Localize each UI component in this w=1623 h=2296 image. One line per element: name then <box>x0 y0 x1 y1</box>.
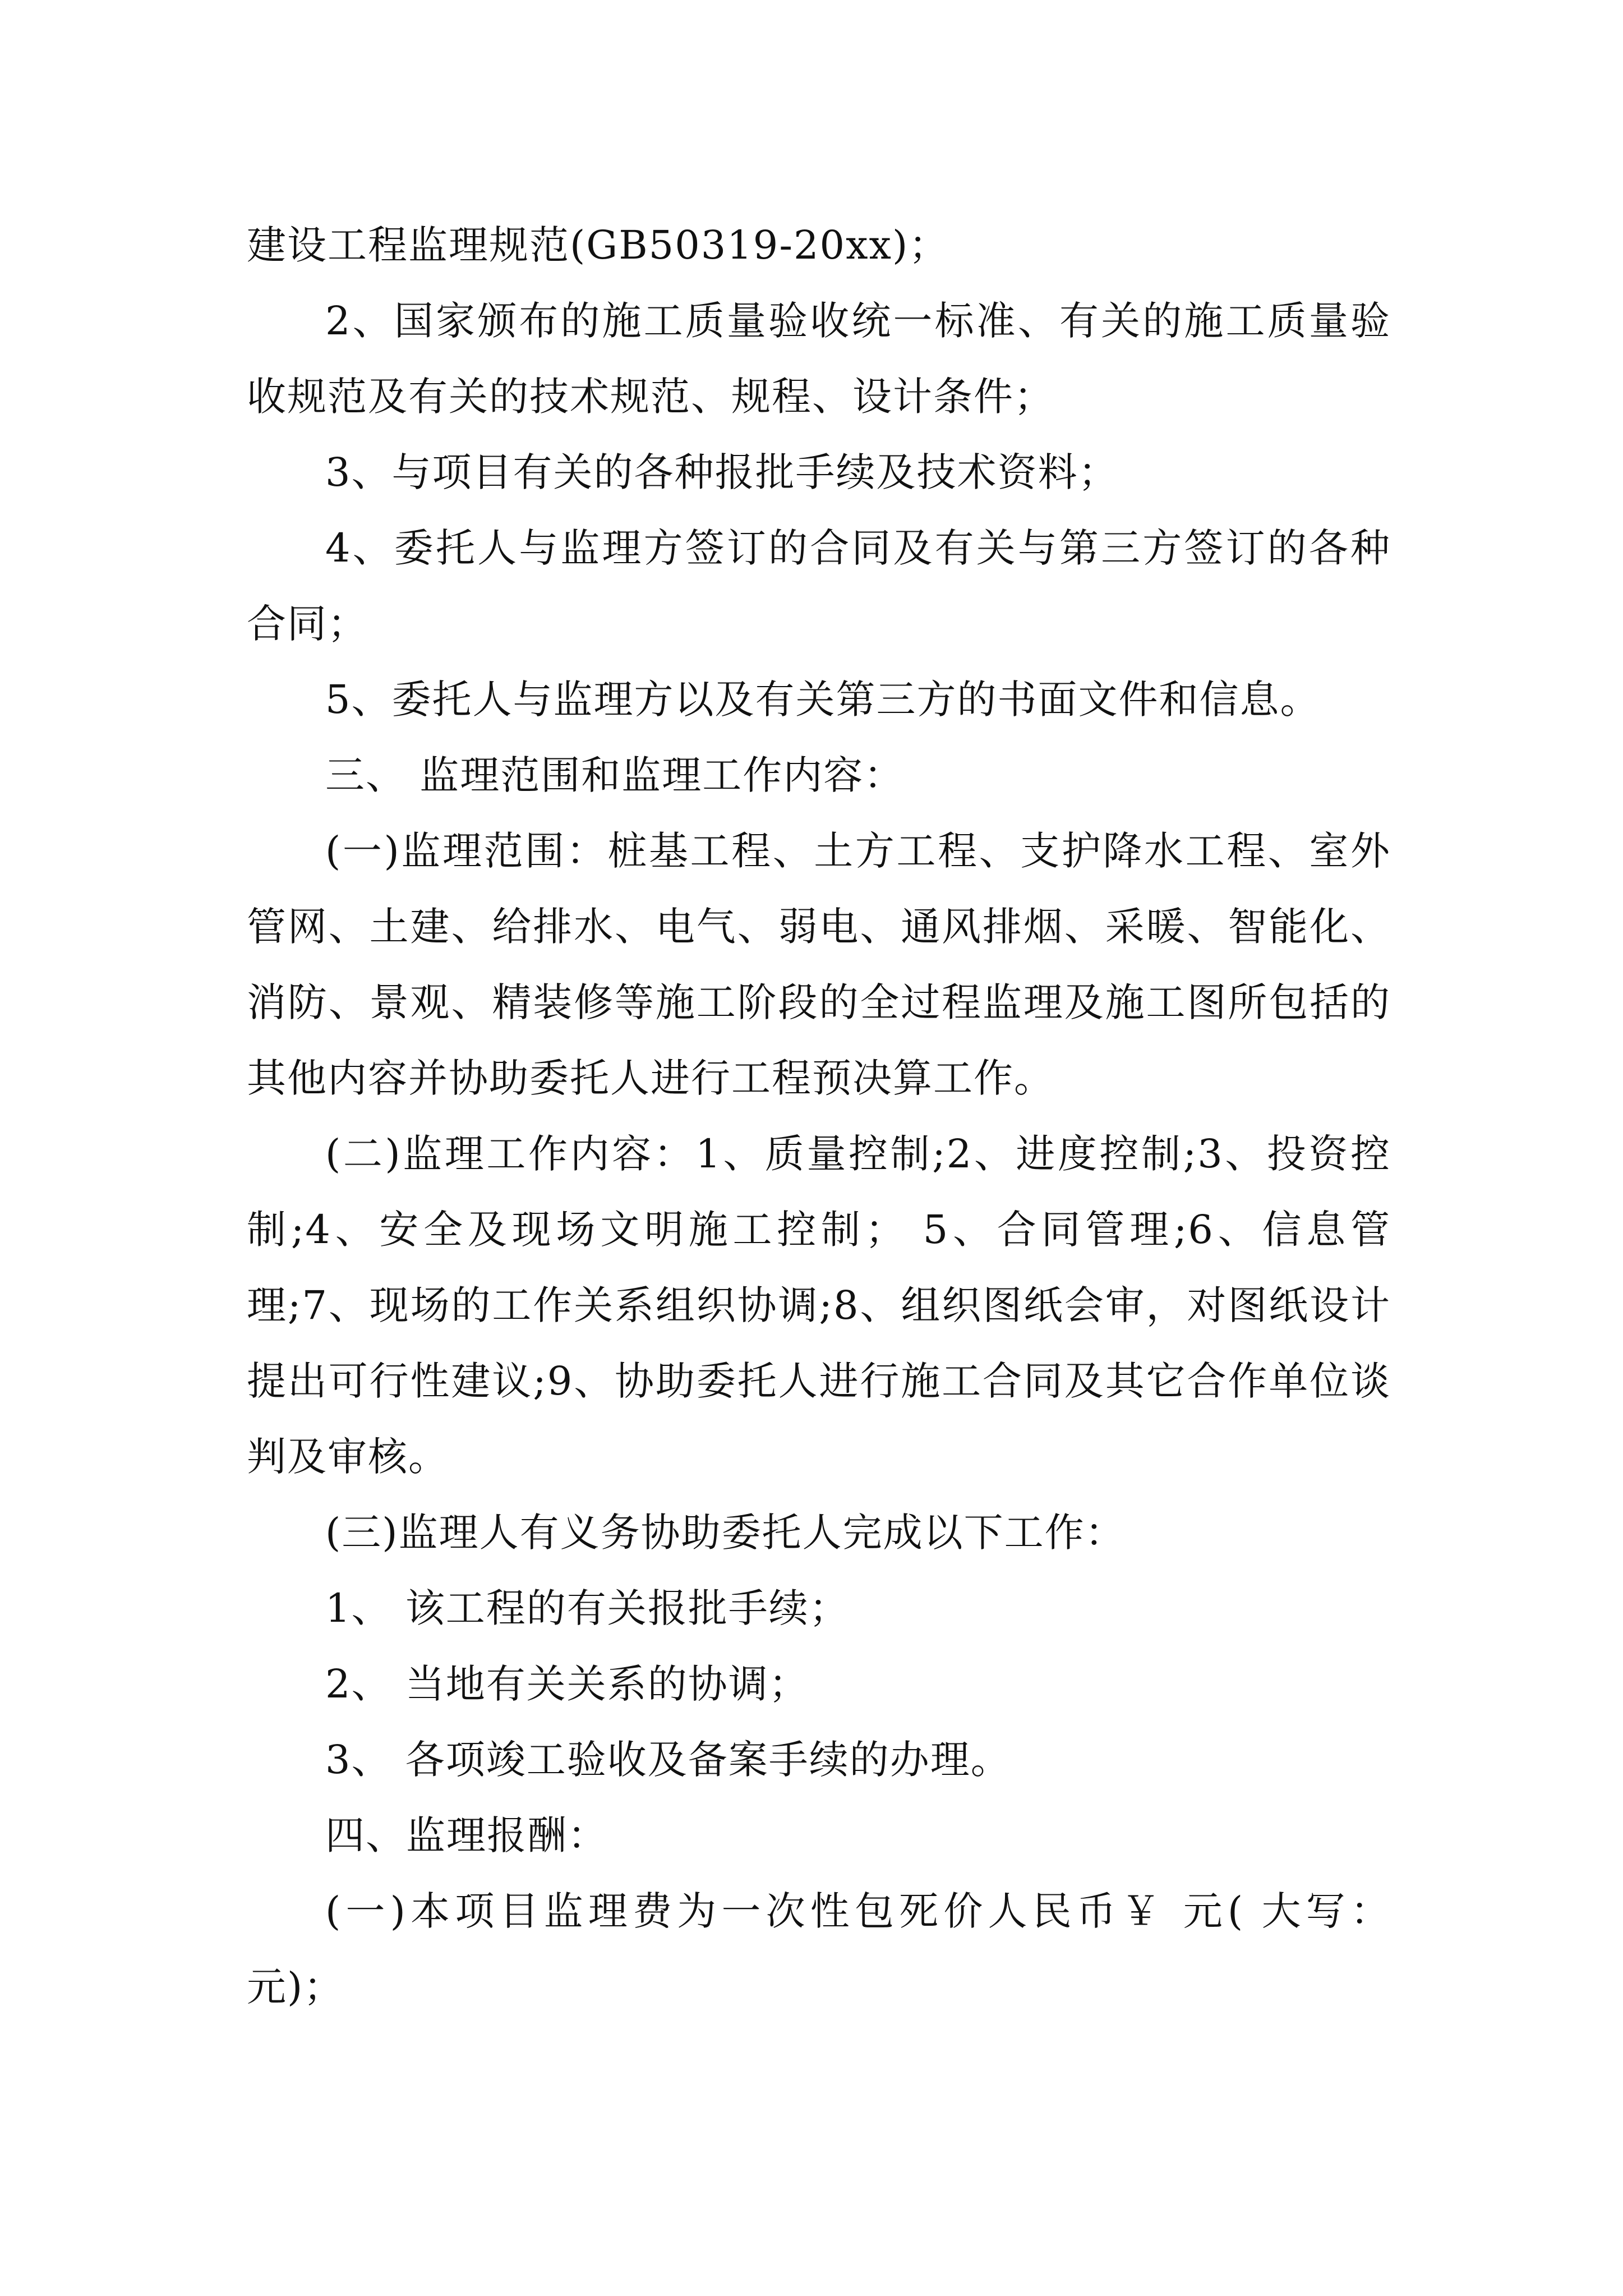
paragraph-fee: (一)本项目监理费为一次性包死价人民币￥ 元( 大写： 元)； <box>247 1888 1391 2010</box>
paragraph-basis-continued: 建设工程监理规范(GB50319-20xx)； <box>247 222 949 268</box>
paragraph-obligations: (三)监理人有义务协助委托人完成以下工作： <box>325 1510 1126 1556</box>
section-heading-remuneration: 四、监理报酬： <box>325 1812 608 1858</box>
section-heading-scope: 三、 监理范围和监理工作内容： <box>325 752 905 798</box>
paragraph-scope: (一)监理范围：桩基工程、土方工程、支护降水工程、室外管网、土建、给排水、电气、弱电、通风排烟、采暖、智能化、消防、景观、精装修等施工阶段的全过程监理及施工图所包括的其他内容并协助委托人进行工程预决算工作。 <box>247 828 1391 1101</box>
list-item-obligation-2: 2、 当地有关关系的协调； <box>325 1661 809 1707</box>
paragraph-work-content: (二)监理工作内容：1、质量控制;2、进度控制;3、投资控制;4、安全及现场文明施工控制； 5、合同管理;6、信息管理;7、现场的工作关系组织协调;8、组织图纸会审，对图纸设计提出可行性建议;9、协助委托人进行施工合同及其它合作单位谈判及审核。 <box>247 1131 1391 1480</box>
paragraph-basis-2: 2、国家颁布的施工质量验收统一标准、有关的施工质量验收规范及有关的技术规范、规程、设计条件； <box>247 298 1391 420</box>
paragraph-basis-5: 5、委托人与监理方以及有关第三方的书面文件和信息。 <box>325 677 1321 723</box>
paragraph-basis-4: 4、委托人与监理方签订的合同及有关与第三方签订的各种合同； <box>247 525 1391 647</box>
paragraph-basis-3: 3、与项目有关的各种报批手续及技术资料； <box>325 449 1119 495</box>
document-body <box>247 208 1391 2025</box>
list-item-obligation-3: 3、 各项竣工验收及备案手续的办理。 <box>325 1737 1011 1783</box>
list-item-obligation-1: 1、 该工程的有关报批手续； <box>325 1585 850 1631</box>
